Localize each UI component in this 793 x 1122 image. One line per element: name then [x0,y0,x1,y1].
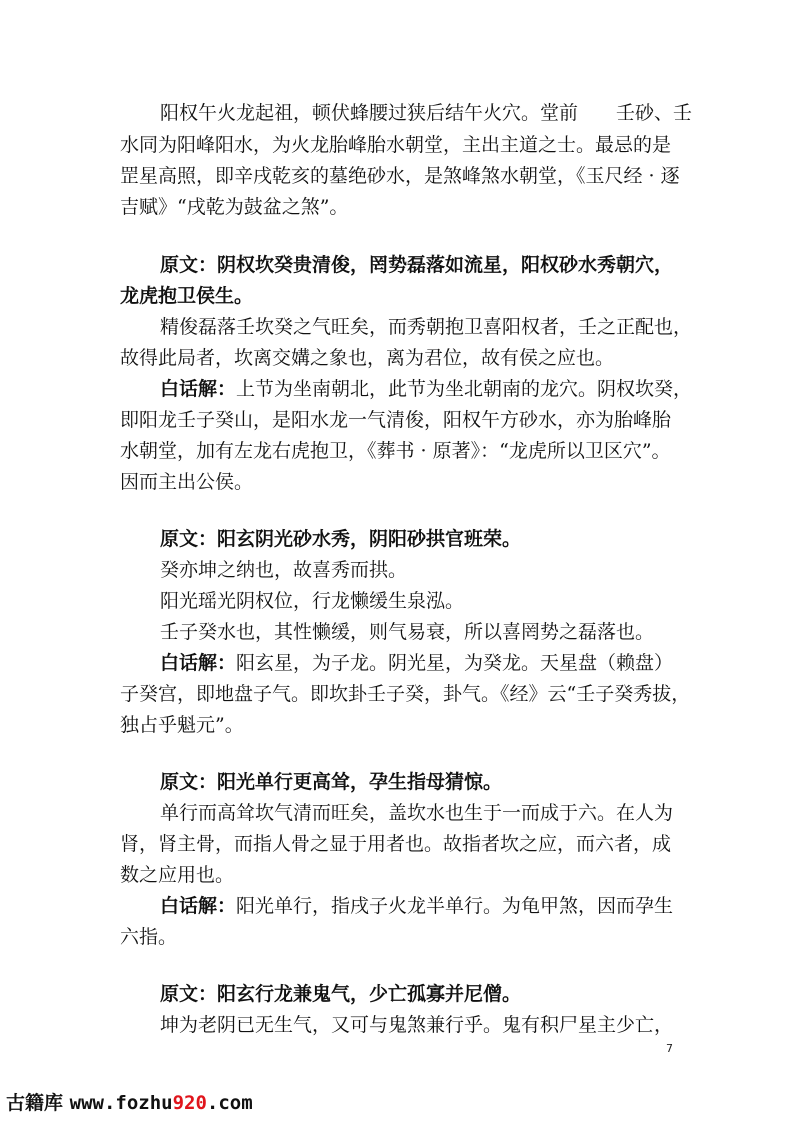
vernacular-label: 白话解： [160,378,237,400]
text-line: 罡星高照，即辛戌乾亥的墓绝砂水，是煞峰煞水朝堂，《玉尺经 · 逐 [120,165,680,187]
original-text-heading: 原文：阳玄阴光砂水秀，阴阳砂拱官班荣。 [160,528,522,550]
text-line: 精俊磊落壬坎癸之气旺矣，而秀朝抱卫喜阳权者，壬之正配也， [160,316,693,338]
watermark-url-suffix: .com [206,1092,253,1114]
text-line: 单行而高耸坎气清而旺矣，盖坎水也生于一而成于六。在人为 [160,802,674,824]
text-line: 水朝堂，加有左龙右虎抱卫，《葬书 · 原著》：“龙虎所以卫区穴”。 [120,440,671,462]
watermark-name: 古籍库 [6,1092,64,1114]
text-line: 故得此局者，坎离交媾之象也，离为君位，故有侯之应也。 [120,347,615,369]
original-text-heading: 原文：阳玄行龙兼鬼气，少亡孤寡并尼僧。 [160,983,522,1005]
text-line: 壬子癸水也，其性懒缓，则气易衰，所以喜罔势之磊落也。 [160,621,655,643]
text-line: 吉赋》“戌乾为鼓盆之煞”。 [120,196,349,218]
watermark-url [70,1092,253,1114]
text-line: 阳权午火龙起祖，顿伏蜂腰过狭后结午火穴。堂前 壬砂、壬 [160,102,693,124]
text-line [160,651,673,675]
text-line: 子癸宫，即地盘子气。即坎卦壬子癸，卦气。《经》云“壬子癸秀拔， [120,683,691,705]
text-span: 阳玄星，为子龙。阴光星，为癸龙。天星盘（赖盘） [236,652,674,674]
page-number: 7 [666,1042,673,1055]
original-text-heading: 原文：阳光单行更高耸，孕生指母猜惊。 [160,771,503,793]
watermark-url-number: 920 [172,1092,207,1114]
text-line: 数之应用也。 [120,864,235,886]
text-line: 水同为阳峰阳水，为火龙胎峰胎水朝堂，主出主道之士。最忌的是 [120,134,672,156]
original-text-heading: 原文：阴权坎癸贵清俊，罔势磊落如流星，阳权砂水秀朝穴， [160,254,674,276]
vernacular-label: 白话解： [160,895,237,917]
text-line: 即阳龙壬子癸山，是阳水龙一气清俊，阳权午方砂水，亦为胎峰胎 [120,409,672,431]
text-line: 癸亦坤之纳也，故喜秀而拱。 [160,559,408,581]
vernacular-label: 白话解： [160,652,237,674]
text-line: 独占乎魁元”。 [120,714,244,736]
text-line: 因而主出公侯。 [120,471,254,493]
site-watermark [6,1088,253,1115]
text-line: 阳光瑶光阴权位，行龙懒缓生泉泓。 [160,590,465,612]
text-span: 上节为坐南朝北，此节为坐北朝南的龙穴。阴权坎癸， [236,378,693,400]
watermark-url-prefix: www.fozhu [69,1092,173,1114]
text-span: 阳光单行，指戌子火龙半单行。为龟甲煞，因而孕生 [236,895,674,917]
text-line [160,894,673,918]
text-line [160,377,692,401]
text-line: 六指。 [120,926,178,948]
text-line: 坤为老阴已无生气，又可与鬼煞兼行乎。鬼有积尸星主少亡， [160,1014,674,1036]
original-text-heading: 龙虎抱卫侯生。 [120,285,254,307]
text-line: 肾，肾主骨，而指人骨之显于用者也。故指者坎之应，而六者，成 [120,833,672,855]
